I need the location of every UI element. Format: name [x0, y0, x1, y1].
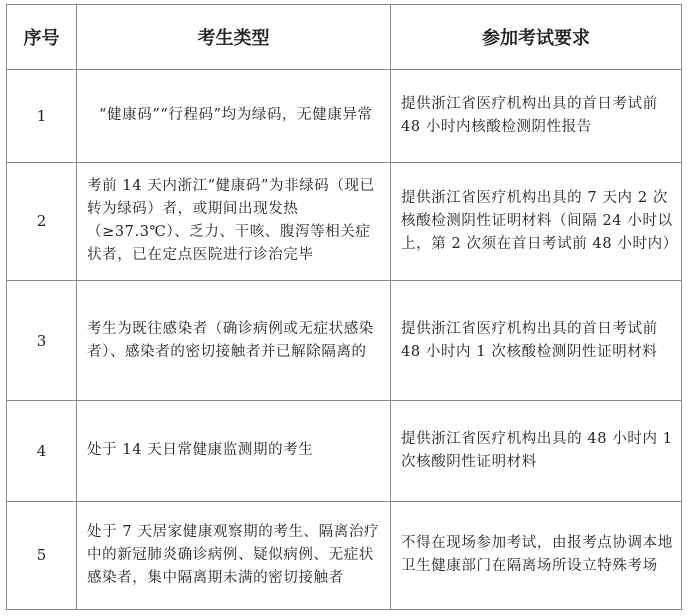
candidate-type: “健康码”“行程码”均为绿码，无健康异常	[77, 70, 391, 162]
row-number: 3	[7, 280, 77, 400]
header-no: 序号	[7, 5, 77, 70]
row-number: 5	[7, 501, 77, 609]
table-row	[7, 280, 682, 400]
row-number: 1	[7, 70, 77, 162]
table-row	[7, 401, 682, 501]
table-row	[7, 501, 682, 609]
exam-requirement: 不得在现场参加考试，由报考点协调本地卫生健康部门在隔离场所设立特殊考场	[391, 501, 682, 609]
exam-requirements-table	[6, 4, 682, 610]
exam-requirement: 提供浙江省医疗机构出具的首日考试前 48 小时内 1 次核酸检测阴性证明材料	[391, 280, 682, 400]
header-row	[7, 5, 682, 70]
exam-requirement: 提供浙江省医疗机构出具的 48 小时内 1 次核酸阴性证明材料	[391, 401, 682, 501]
row-number: 4	[7, 401, 77, 501]
candidate-type: 考前 14 天内浙江“健康码”为非绿码（现已转为绿码）者，或期间出现发热（≥37.3℃）、乏力、干咳、腹泻等相关症状者，已在定点医院进行诊治完毕	[77, 162, 391, 280]
row-number: 2	[7, 162, 77, 280]
candidate-type: 考生为既往感染者（确诊病例或无症状感染者）、感染者的密切接触者并已解除隔离的	[77, 280, 391, 400]
table-row	[7, 70, 682, 162]
header-requirement: 参加考试要求	[391, 5, 682, 70]
candidate-type: 处于 7 天居家健康观察期的考生、隔离治疗中的新冠肺炎确诊病例、疑似病例、无症状感染者，集中隔离期未满的密切接触者	[77, 501, 391, 609]
exam-requirement: 提供浙江省医疗机构出具的首日考试前 48 小时内核酸检测阴性报告	[391, 70, 682, 162]
table-row	[7, 162, 682, 280]
candidate-type: 处于 14 天日常健康监测期的考生	[77, 401, 391, 501]
exam-requirement: 提供浙江省医疗机构出具的 7 天内 2 次核酸检测阴性证明材料（间隔 24 小时以上，第 2 次须在首日考试前 48 小时内）	[391, 162, 682, 280]
header-type: 考生类型	[77, 5, 391, 70]
